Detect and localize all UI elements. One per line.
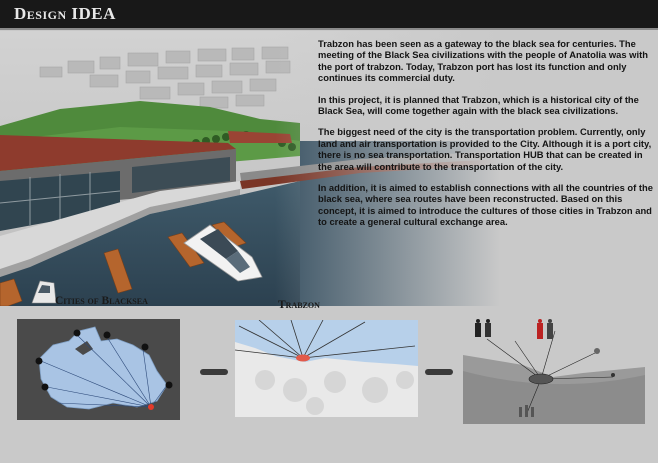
paragraph-civilizations: In this project, it is planned that Trabzon, which is a historical city of the Black Sea, will come together again with the black sea civilizations. <box>318 93 639 117</box>
blacksea-map <box>17 319 180 420</box>
description-text <box>318 38 654 238</box>
flow-arrow-icon <box>200 369 228 375</box>
paragraph-connections: In addition, it is aimed to establish connections with all the countries of the black sea, where sea routes have been reconstructed. Based on this concept, it is aimed to introduce the cultures of those cities in Trabzon and to create a general cultural exchange area. <box>318 182 653 228</box>
trabzon-caption: Trabzon <box>278 299 320 311</box>
blacksea-caption: Cities of Blacksea <box>55 295 148 307</box>
paragraph-transportation: The biggest need of the city is the transportation problem. Currently, only land and air transportation is provided to the City. Although it is a port city, there is no sea transportation. Transportation HUB that can be created in the area will contribute to the transportation of the city. <box>318 126 652 172</box>
paragraph-gateway: Trabzon has been seen as a gateway to the black sea for centuries. The meeting of the Black Sea civilizations with the people of Anatolia was with the port of trabzon. Today, Trabzon port has lost its function and only continues its commercial duty. <box>318 38 648 84</box>
flow-arrow-icon <box>425 369 453 375</box>
header-bar <box>0 0 658 30</box>
page-title: Design IDEA <box>14 4 116 23</box>
trabzon-map <box>235 320 418 417</box>
cultural-exchange-diagram <box>463 317 645 424</box>
